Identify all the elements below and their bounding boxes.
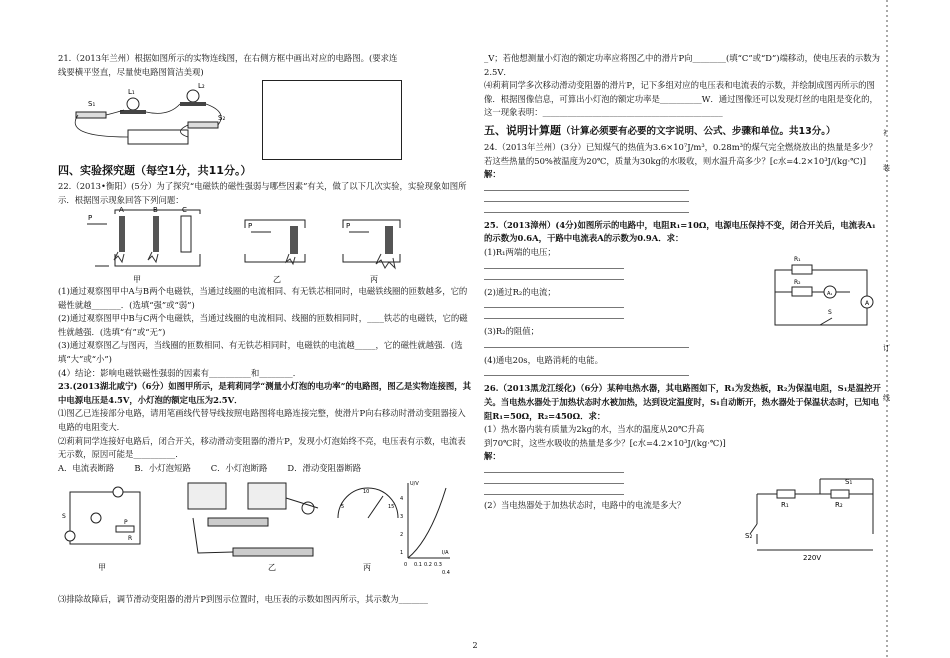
- q22-part3: (3)通过观察图乙与图丙，当线圈的匝数相同、有无铁芯相同时，电磁铁的电流越_____，它的磁性就越强．(选填“大”或“小”): [58, 340, 463, 364]
- q26-circuit-figure: [745, 474, 885, 564]
- svg-text:A: A: [119, 206, 124, 214]
- q23-options: [58, 462, 473, 476]
- label-s2: S₂: [218, 114, 226, 122]
- label-l2: L₂: [198, 82, 205, 90]
- q26-part1b: 到70℃时，这些水吸收的热量是多少？[c水=4.2×10³J/(kg·℃)]: [484, 437, 726, 448]
- q23-figures: [58, 478, 453, 578]
- q23-part1: ⑴图乙已连接部分电路，请用笔画线代替导线按照电路图将电路连接完整，使滑片P向右移动时滑动变阻器接入电路的电阻变大．: [58, 408, 466, 432]
- q21-text: 21.（2013年兰州）根据如图所示的实物连线图，在右侧方框中画出对应的电路图。(要求连线要横平竖直，尽量使电路图简洁美观): [58, 53, 398, 77]
- q26-answer-line[interactable]: [484, 486, 624, 495]
- svg-text:I/A: I/A: [442, 550, 449, 556]
- q21-physical-circuit: [58, 82, 238, 152]
- q25-answer-line[interactable]: [484, 339, 689, 348]
- q26-answer-line[interactable]: [484, 475, 624, 484]
- q22-part1: (1)通过观察图甲中A与B两个电磁铁，当通过线圈的电流相同、有无铁芯相同时，电磁铁线圈的匝数越多，它的磁性就越_______．(选填“强”或“弱”): [58, 286, 468, 310]
- q25-circuit-figure: [770, 256, 880, 332]
- svg-text:甲: 甲: [98, 563, 106, 572]
- q23-iu-graph: [400, 481, 450, 576]
- q24-answer-line[interactable]: [484, 204, 689, 213]
- q22-intro: 22.（2013•衡阳）(5分）为了探究“电磁铁的磁性强弱与哪些因素”有关，做了以下几次实验，实验现象如图所示．根据图示现象回答下列问题：: [58, 181, 467, 205]
- svg-text:装: 装: [883, 164, 890, 172]
- q23-option-b[interactable]: B．小灯泡短路: [134, 462, 191, 473]
- svg-text:P: P: [346, 222, 351, 230]
- label-l1: L₁: [128, 88, 135, 96]
- fig-label-bing: 丙: [370, 275, 378, 284]
- label-s1: S₁: [88, 100, 96, 108]
- q26-text: 26.（2013黑龙江绥化)（6分）某种电热水器，其电路图如下，R₁为发热板，R₂为保温电阻，S₁是温控开关。当电热水器处于加热状态时水被加热，达到设定温度时，S₁自动断开，热水器处于保温状态时，已知电阻R₁=50Ω，R₂=450Ω．求：: [484, 383, 881, 421]
- q25-part1: (1)R₁两端的电压；: [484, 246, 556, 257]
- q25-part3: (3)R₂的阻值；: [484, 326, 540, 337]
- svg-text:S₁: S₁: [845, 478, 853, 486]
- q26-answer-line[interactable]: [484, 464, 624, 473]
- svg-text:R: R: [128, 535, 133, 542]
- lamp-l2: [187, 90, 199, 102]
- q23-part3: ⑶排除故障后，调节滑动变阻器的滑片P到图示位置时，电压表的示数如图丙所示，其示数为_______: [58, 594, 428, 604]
- q23-option-c[interactable]: C．小灯泡断路: [210, 462, 268, 473]
- q22-electromagnet-figure: [85, 206, 415, 284]
- section-4: [58, 160, 476, 207]
- q26-part1a: (1）热水器内装有质量为2kg的水，当水的温度从20℃升高: [484, 424, 705, 435]
- q25-answer-line[interactable]: [484, 271, 624, 280]
- q25-part2: (2)通过R₂的电流；: [484, 286, 556, 297]
- fig-label-yi: 乙: [273, 275, 281, 284]
- q22-questions: [58, 285, 473, 475]
- svg-text:1: 1: [400, 550, 404, 556]
- q23-part4: ⑷莉莉同学多次移动滑动变阻器的滑片P，记下多组对应的电压表和电流表的示数，并绘制成图丙所示的图像．根据图像信息，可算出小灯泡的额定功率是__________W．通过图像还可以发现灯丝的电阻是变化的，这一现象表明：___________________________________________: [484, 80, 878, 118]
- q23-physical-yi: [188, 483, 318, 572]
- q24-solve: 解：: [484, 169, 501, 180]
- q23-intro: 23.(2013湖北咸宁)（6分）如图甲所示，是莉莉同学“测量小灯泡的电功率”的电路图，图乙是实物连接图，其中电源电压是4.5V，小灯泡的额定电压为2.5V．: [58, 381, 472, 405]
- binding-margin: [876, 0, 896, 658]
- svg-text:A₁: A₁: [827, 291, 833, 297]
- q25-text: 25.（2013漳州）(4分)如图所示的电路中，电阻R₁=10Ω，电源电压保持不变，闭合开关后，电流表A₁的示数为0.6A，干路中电流表A的示数为0.9A．求：: [484, 219, 876, 244]
- svg-text:S: S: [62, 513, 66, 520]
- svg-text:R₂: R₂: [835, 501, 843, 509]
- q25-part4: (4)通电20s，电路消耗的电能。: [484, 354, 603, 365]
- q24-answer-line[interactable]: [484, 193, 689, 202]
- q22-part4: (4）结论：影响电磁铁磁性强弱的因素有__________和________．: [58, 367, 302, 378]
- svg-text:线: 线: [883, 394, 890, 402]
- svg-text:丙: 丙: [363, 563, 371, 572]
- svg-text:0.2: 0.2: [424, 562, 432, 568]
- svg-text:0.1: 0.1: [414, 562, 422, 568]
- svg-text:S₂: S₂: [745, 532, 753, 540]
- svg-text:S: S: [828, 309, 832, 316]
- svg-text:0.3: 0.3: [434, 562, 442, 568]
- svg-text:乙: 乙: [268, 563, 276, 572]
- svg-text:P: P: [248, 222, 253, 230]
- figure-bing: [343, 220, 400, 284]
- svg-text:2: 2: [400, 532, 404, 538]
- svg-text:B: B: [153, 206, 158, 214]
- svg-text:10: 10: [363, 489, 370, 495]
- switch-s2: [188, 122, 218, 128]
- svg-text:A: A: [865, 300, 870, 307]
- figure-jia: [87, 206, 200, 284]
- q23-continuation: _V；若他想测量小灯泡的额定功率应将图乙中的滑片P向________(填“C”或“D”)端移动，使电压表的示数为2.5V．: [484, 53, 881, 77]
- q23-voltmeter-bing: [338, 488, 398, 572]
- battery-box: [128, 130, 188, 144]
- svg-text:3: 3: [400, 514, 404, 520]
- page-number: 2: [472, 641, 478, 650]
- q24-answer-line[interactable]: [484, 182, 689, 191]
- q24-text: 24.（2013年兰州）(3分）已知煤气的热值为3.6×10⁷J/m³，0.28m³的煤气完全燃烧放出的热量是多少？若这些热量的50%被温度为20℃，质量为30kg的水吸收，则水温升高多少？[c水=4.2×10³J/(kg·℃)]: [484, 141, 878, 166]
- q23-option-d[interactable]: D．滑动变阻器断路: [287, 462, 362, 473]
- svg-text:R₂: R₂: [794, 279, 801, 286]
- q26-solve: 解：: [484, 451, 501, 462]
- q22-part2: (2)通过观察图甲中B与C两个电磁铁，当通过线圈的电流相同、线圈的匝数相同时，____铁芯的电磁铁，它的磁性就越强．(选填“有”或“无”): [58, 313, 468, 337]
- svg-text:220V: 220V: [803, 554, 822, 562]
- q23-part2: ⑵莉莉同学连接好电路后，闭合开关，移动滑动变阻器的滑片P，发现小灯泡始终不亮，电压表有示数，电流表无示数，原因可能是__________．: [58, 435, 466, 460]
- q25-answer-line[interactable]: [484, 310, 624, 319]
- svg-text:0.4: 0.4: [442, 570, 450, 576]
- section4-title: 四、实验探究题（每空1分，共11分。）: [58, 164, 252, 177]
- q26-part2: (2）当电热器处于加热状态时，电路中的电流是多大？: [484, 499, 686, 510]
- svg-text:订: 订: [883, 344, 890, 352]
- q25-answer-line[interactable]: [484, 260, 624, 269]
- lamp-l1: [127, 98, 139, 110]
- q23-circuit-jia: [62, 487, 140, 572]
- svg-text:15: 15: [388, 504, 395, 510]
- left-column: [58, 52, 476, 79]
- q21-answer-box[interactable]: [262, 80, 402, 160]
- svg-text:衤: 衤: [883, 129, 890, 137]
- switch-s1: [76, 112, 106, 118]
- svg-text:R₁: R₁: [794, 256, 801, 263]
- svg-text:P: P: [88, 214, 93, 222]
- svg-text:5: 5: [341, 504, 345, 510]
- svg-text:C: C: [182, 206, 187, 214]
- svg-text:0: 0: [404, 562, 408, 568]
- q25-answer-line[interactable]: [484, 299, 624, 308]
- figure-yi: [245, 220, 305, 284]
- svg-text:R₁: R₁: [781, 501, 789, 509]
- svg-text:P: P: [124, 519, 128, 526]
- svg-text:U/V: U/V: [410, 481, 419, 487]
- section5-title: 五、说明计算题（计算必须要有必要的文字说明、公式、步骤和单位。共13分。）: [484, 123, 836, 137]
- svg-text:4: 4: [400, 496, 404, 502]
- q25-answer-line[interactable]: [484, 367, 689, 376]
- q23-option-a[interactable]: A．电流表断路: [58, 462, 115, 473]
- fig-label-jia: 甲: [133, 275, 141, 284]
